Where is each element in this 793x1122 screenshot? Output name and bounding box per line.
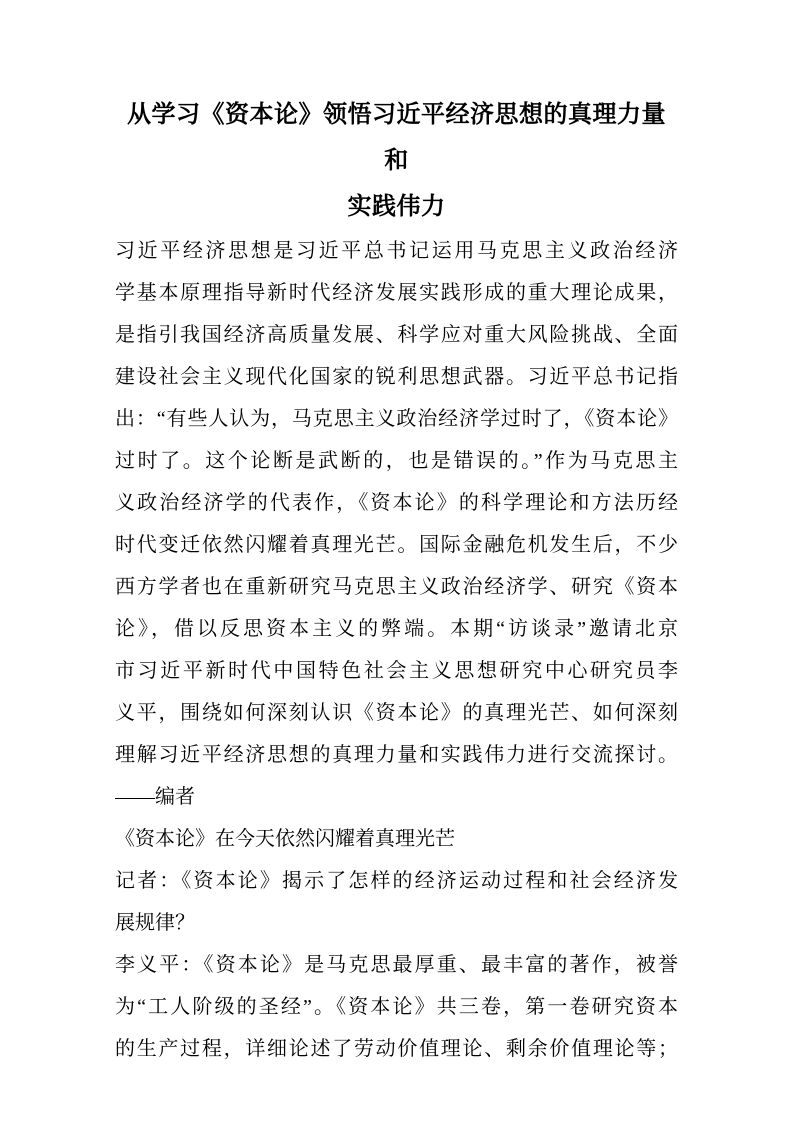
text-line: 为“工人阶级的圣经”。《资本论》共三卷，第一卷研究资本 xyxy=(115,996,678,1018)
text-line: 是指引我国经济高质量发展、科学应对重大风险挑战、全面 xyxy=(115,324,678,346)
text-line: 义政治经济学的代表作，《资本论》的科学理论和方法历经 xyxy=(115,492,678,514)
text-line: 展规律？ xyxy=(115,912,195,934)
text-line: 市习近平新时代中国特色社会主义思想研究中心研究员李 xyxy=(115,660,678,682)
document-body xyxy=(115,230,678,1070)
paragraph-intro xyxy=(115,230,678,776)
section-heading xyxy=(115,818,678,860)
text-line: 李义平：《资本论》是马克思最厚重、最丰富的著作，被誉 xyxy=(115,954,678,976)
text-line: 论》，借以反思资本主义的弊端。本期“访谈录”邀请北京 xyxy=(115,618,678,640)
text-line: ——编者 xyxy=(115,786,195,808)
text-line: 过时了。这个论断是武断的，也是错误的。”作为马克思主 xyxy=(115,450,678,472)
paragraph-expert-answer xyxy=(115,944,678,1070)
title-line: 从学习《资本论》领悟习近平经济思想的真理力量和 xyxy=(127,102,666,174)
text-line: 理解习近平经济思想的真理力量和实践伟力进行交流探讨。 xyxy=(115,744,678,766)
text-line: 建设社会主义现代化国家的锐利思想武器。习近平总书记指 xyxy=(115,366,678,388)
document-title xyxy=(115,92,678,230)
title-line: 实践伟力 xyxy=(347,194,446,220)
text-line: 时代变迁依然闪耀着真理光芒。国际金融危机发生后，不少 xyxy=(115,534,678,556)
text-line: 《资本论》在今天依然闪耀着真理光芒 xyxy=(115,828,455,850)
text-line: 学基本原理指导新时代经济发展实践形成的重大理论成果， xyxy=(115,282,678,304)
paragraph-editor-note xyxy=(115,776,678,818)
text-line: 的生产过程，详细论述了劳动价值理论、剩余价值理论等； xyxy=(115,1038,678,1060)
text-line: 出：“有些人认为，马克思主义政治经济学过时了，《资本论》 xyxy=(115,408,678,430)
text-line: 记者：《资本论》揭示了怎样的经济运动过程和社会经济发 xyxy=(115,870,678,892)
text-line: 西方学者也在重新研究马克思主义政治经济学、研究《资本 xyxy=(115,576,678,598)
text-line: 习近平经济思想是习近平总书记运用马克思主义政治经济 xyxy=(115,240,678,262)
text-line: 义平，围绕如何深刻认识《资本论》的真理光芒、如何深刻 xyxy=(115,702,678,724)
paragraph-reporter-question xyxy=(115,860,678,944)
